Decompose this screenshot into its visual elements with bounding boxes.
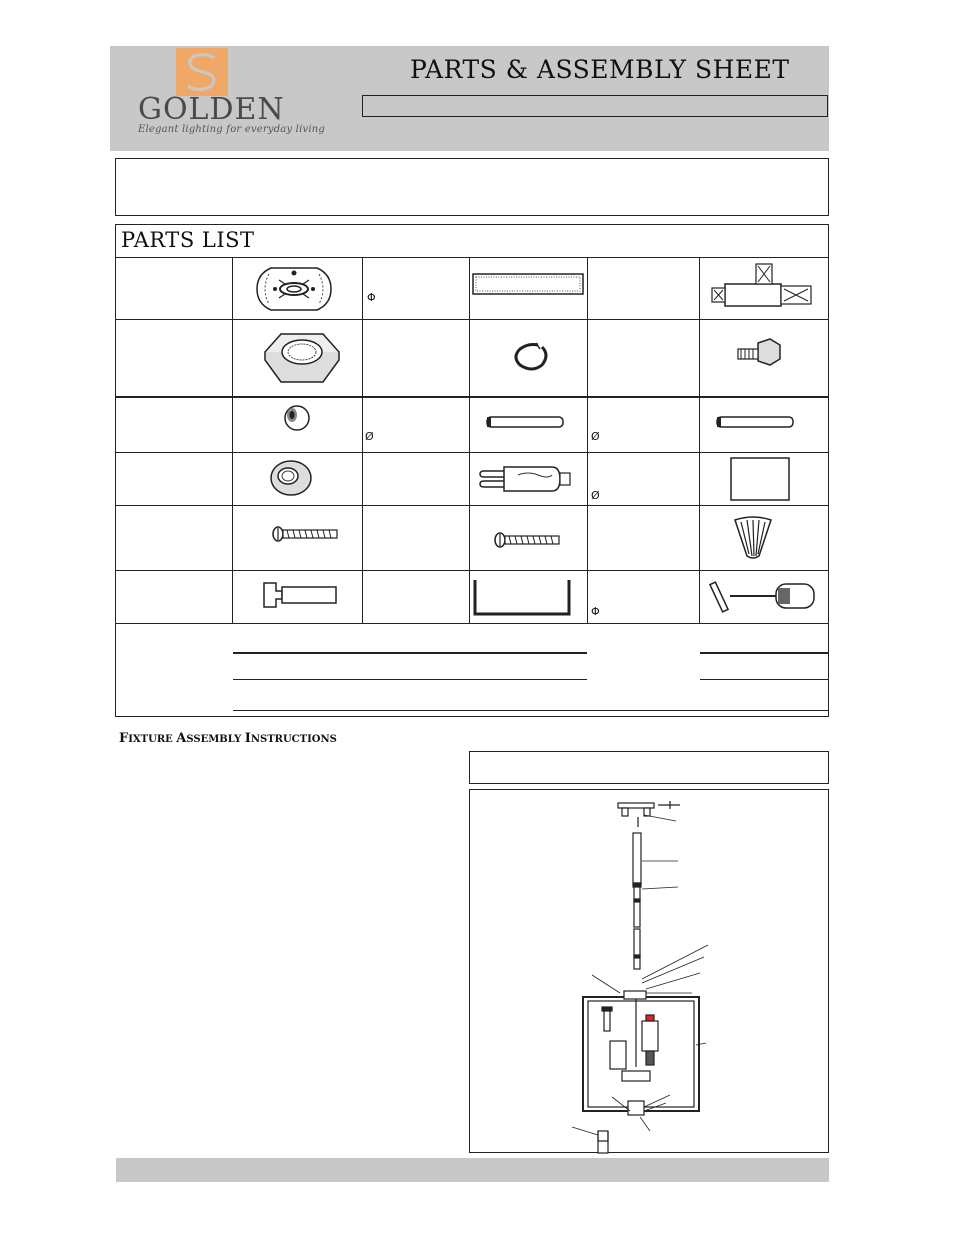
grid-line (362, 257, 363, 623)
hex-nut-icon (263, 330, 341, 384)
brand-name: GOLDEN (138, 92, 285, 127)
sheet-title: PARTS & ASSEMBLY SHEET (410, 55, 790, 84)
u-frame-icon (472, 578, 572, 618)
finial-ball-icon (282, 403, 312, 433)
ground-screw-icon (734, 337, 782, 369)
grid-line (116, 623, 828, 624)
glass-panel-icon (729, 456, 791, 502)
grid-line (699, 257, 700, 623)
grid-line (116, 396, 828, 398)
mounting-screw-icon (493, 531, 561, 549)
grid-line (587, 257, 588, 623)
grid-line (116, 505, 828, 506)
grid-line (469, 257, 470, 623)
grid-line (116, 570, 828, 571)
grid-line (232, 257, 233, 623)
brand-tagline: Elegant lighting for everyday living (138, 124, 325, 135)
model-number-box (362, 95, 828, 117)
diameter-symbol: Φ (367, 291, 376, 304)
title-letter: I (244, 731, 251, 746)
long-screw-icon (271, 525, 339, 543)
halogen-bulb-icon (478, 461, 578, 497)
grid-line (116, 319, 828, 320)
notes-line (233, 652, 587, 654)
notes-line (233, 679, 587, 680)
socket-connector-icon (710, 260, 820, 315)
diameter-symbol: Φ (591, 605, 600, 618)
diameter-symbol: Ø (591, 430, 600, 443)
diagram-label-box (469, 751, 829, 784)
pipe-sleeve-icon (471, 270, 585, 298)
title-text: NSTRUCTIONS (250, 734, 337, 745)
lock-washer-icon (512, 341, 552, 373)
pendant-assembly-diagram-icon (560, 795, 730, 1155)
hook-bracket-icon (262, 581, 338, 609)
footer-band (116, 1158, 829, 1182)
title-text: IXTURE (128, 734, 177, 745)
stem-rod-icon (714, 414, 796, 430)
notes-line (700, 652, 828, 654)
assembly-instructions-title (119, 731, 337, 746)
stem-rod-icon (484, 414, 566, 430)
round-nut-icon (268, 456, 314, 498)
grid-line (116, 452, 828, 453)
info-box (115, 158, 829, 216)
grid-line (116, 257, 828, 258)
diameter-symbol: Ø (365, 430, 374, 443)
notes-line (233, 710, 828, 711)
swivel-arm-icon (714, 578, 818, 618)
notes-line (700, 679, 828, 680)
wire-nut-icon (733, 514, 773, 560)
diameter-symbol: Ø (591, 489, 600, 502)
title-letter: A (176, 731, 187, 746)
parts-list-title: PARTS LIST (121, 228, 255, 252)
title-letter: F (119, 731, 129, 746)
crossbar-bracket-icon (255, 266, 333, 312)
logo-mark-icon (176, 48, 228, 96)
title-text: SSEMBLY (186, 734, 245, 745)
